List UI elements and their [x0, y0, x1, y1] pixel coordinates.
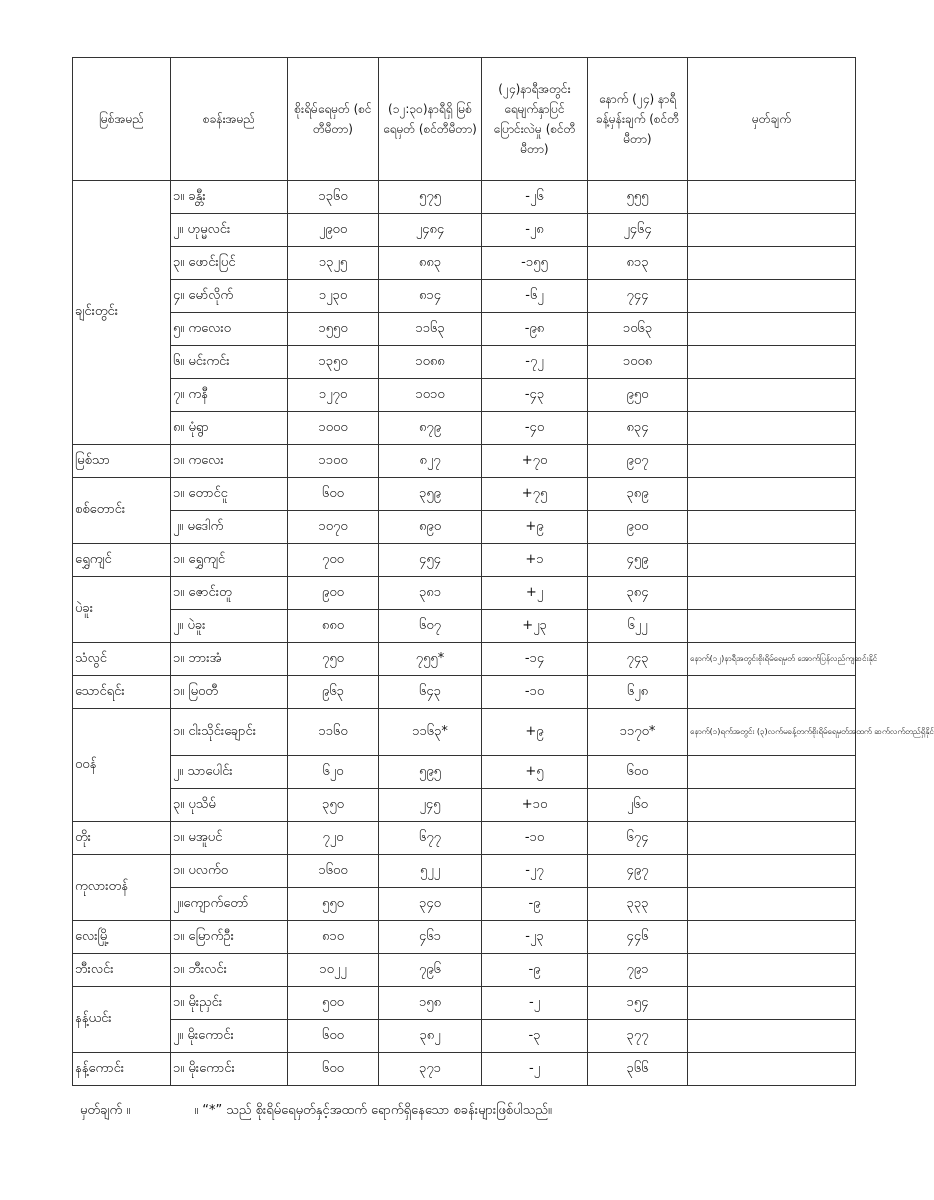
footer-text: ။ “*” သည် စိုးရိမ်ရေမှတ်နှင့်အထက် ရောက်ရှိနေသော စခန်းများဖြစ်ပါသည်။: [194, 1103, 552, 1118]
station-name: ၂။ မဒေါက်: [171, 511, 288, 544]
river-name: သံလွင်: [73, 643, 171, 676]
header-river: မြစ်အမည်: [73, 58, 171, 181]
table-row: [73, 676, 856, 709]
danger-level: ၆၀၀: [288, 1020, 379, 1053]
station-name: ၁။ မြောက်ဦး: [171, 921, 288, 954]
danger-level: ၂၉၀၀: [288, 214, 379, 247]
level-change: -၁၄: [482, 643, 588, 676]
table-row: [73, 643, 856, 676]
river-name: ရွှေကျင်: [73, 544, 171, 577]
forecast-level: ၂၆၀: [588, 789, 688, 822]
danger-level: ၇၅၀: [288, 643, 379, 676]
table-row: [73, 855, 856, 888]
level-change: -၂: [482, 987, 588, 1020]
river-level-table: [72, 57, 934, 1086]
danger-level: ၁၂၃၀: [288, 280, 379, 313]
current-level: ၈၈၃: [379, 247, 482, 280]
river-name: ဝဝန်: [73, 709, 171, 822]
header-station: စခန်းအမည်: [171, 58, 288, 181]
table-row: [73, 247, 856, 280]
level-change: -၉: [482, 888, 588, 921]
current-level: ၁၁၆၃*: [379, 709, 482, 756]
remark: [688, 511, 856, 544]
table-row: [73, 756, 856, 789]
forecast-level: ၉၅၀: [588, 379, 688, 412]
level-change: +၂: [482, 577, 588, 610]
station-name: ၅။ ကလေးဝ: [171, 313, 288, 346]
table-row: [73, 987, 856, 1020]
table-row: [73, 280, 856, 313]
danger-level: ၉၆၃: [288, 676, 379, 709]
forecast-level: ၆၀၀: [588, 756, 688, 789]
current-level: ၆၄၃: [379, 676, 482, 709]
current-level: ၆၇၇: [379, 822, 482, 855]
danger-level: ၆၂၀: [288, 756, 379, 789]
current-level: ၅၇၅: [379, 181, 482, 214]
table-row: [73, 789, 856, 822]
river-name: ပဲခူး: [73, 577, 171, 643]
table-body: [73, 181, 934, 1086]
current-level: ၈၇၉: [379, 412, 482, 445]
remark: [688, 610, 856, 643]
level-change: -၁၀: [482, 822, 588, 855]
station-name: ၂။ သာပေါင်း: [171, 756, 288, 789]
remark: [688, 412, 856, 445]
station-name: ၂။ ဟုမ္မလင်း: [171, 214, 288, 247]
table-row: [73, 1053, 856, 1086]
table-row: [73, 954, 856, 987]
remark: [688, 247, 856, 280]
station-name: ၆။ မင်းကင်း: [171, 346, 288, 379]
river-name: စစ်တောင်း: [73, 478, 171, 544]
level-change: -၂၆: [482, 181, 588, 214]
remark: နောက်(၁)ရက်အတွင်း (၃)လက်မခန့်တက်စိုးရိမ်ရေမှတ်အထက် ဆက်လက်တည်ရှိနိုင်: [688, 709, 856, 756]
river-name: သောင်ရင်း: [73, 676, 171, 709]
forecast-level: ၂၄၆၄: [588, 214, 688, 247]
current-level: ၂၄၈၄: [379, 214, 482, 247]
table-row: [73, 888, 856, 921]
level-change: +၉: [482, 511, 588, 544]
danger-level: ၁၀၀၀: [288, 412, 379, 445]
forecast-level: ၉၀၇: [588, 445, 688, 478]
header-forecast: နောက် (၂၄) နာရီ ခန့်မှန်းချက် (စင်တီမီတာ): [588, 58, 688, 181]
danger-level: ၁၃၅၀: [288, 346, 379, 379]
remark: [688, 1053, 856, 1086]
danger-level: ၉၀၀: [288, 577, 379, 610]
remark: [688, 577, 856, 610]
forecast-level: ၅၅၅: [588, 181, 688, 214]
river-name: မြစ်သာ: [73, 445, 171, 478]
level-change: -၉၈: [482, 313, 588, 346]
remark: [688, 181, 856, 214]
current-level: ၃၄၀: [379, 888, 482, 921]
remark: [688, 445, 856, 478]
forecast-level: ၁၅၄: [588, 987, 688, 1020]
remark: [688, 478, 856, 511]
current-level: ၃၈၁: [379, 577, 482, 610]
forecast-level: ၆၂၈: [588, 676, 688, 709]
remark: [688, 313, 856, 346]
current-level: ၁၀၁၀: [379, 379, 482, 412]
table-row: [73, 379, 856, 412]
level-change: -၆၂: [482, 280, 588, 313]
level-change: -၁၀: [482, 676, 588, 709]
river-name: နန့်ယင်း: [73, 987, 171, 1053]
table-row: [73, 921, 856, 954]
remark: [688, 822, 856, 855]
table-row: [73, 544, 856, 577]
station-name: ၁။ ဘီးလင်း: [171, 954, 288, 987]
current-level: ၃၅၉: [379, 478, 482, 511]
danger-level: ၁၀၇၀: [288, 511, 379, 544]
river-name: လေးမြို့: [73, 921, 171, 954]
table-row: [73, 1020, 856, 1053]
remark: [688, 888, 856, 921]
current-level: ၂၄၅: [379, 789, 482, 822]
danger-level: ၆၀၀: [288, 478, 379, 511]
current-level: ၁၀၈၈: [379, 346, 482, 379]
header-row: [73, 58, 856, 181]
table-row: [73, 511, 856, 544]
remark: [688, 987, 856, 1020]
danger-level: ၁၀၂၂: [288, 954, 379, 987]
header-change: (၂၄)နာရီအတွင်း ရေမျက်နှာပြင် ပြောင်းလဲမှု (စင်တီမီတာ): [482, 58, 588, 181]
forecast-level: ၁၁၇၀*: [588, 709, 688, 756]
forecast-level: ၃၈၄: [588, 577, 688, 610]
remark: [688, 756, 856, 789]
forecast-level: ၈၁၃: [588, 247, 688, 280]
danger-level: ၁၁၀၀: [288, 445, 379, 478]
station-name: ၁။ မိုးကောင်း: [171, 1053, 288, 1086]
level-change: +၂၃: [482, 610, 588, 643]
current-level: ၃၈၂: [379, 1020, 482, 1053]
river-name: ချင်းတွင်း: [73, 181, 171, 445]
station-name: ၂။ မိုးကောင်း: [171, 1020, 288, 1053]
level-change: +၁: [482, 544, 588, 577]
remark: [688, 280, 856, 313]
level-change: +၅: [482, 756, 588, 789]
danger-level: ၇၀၀: [288, 544, 379, 577]
header-danger-level: စိုးရိမ်ရေမှတ် (စင်တီမီတာ): [288, 58, 379, 181]
level-change: -၂၃: [482, 921, 588, 954]
remark: [688, 855, 856, 888]
forecast-level: ၃၃၃: [588, 888, 688, 921]
river-name: ကုလားတန်: [73, 855, 171, 921]
current-level: ၁၁၆၃: [379, 313, 482, 346]
station-name: ၄။ မော်လိုက်: [171, 280, 288, 313]
remark: [688, 1020, 856, 1053]
forecast-level: ၃၆၆: [588, 1053, 688, 1086]
remark: [688, 921, 856, 954]
current-level: ၁၅၈: [379, 987, 482, 1020]
table-row: [73, 181, 856, 214]
current-level: ၇၉၆: [379, 954, 482, 987]
table-row: [73, 412, 856, 445]
river-name: ဘီးလင်း: [73, 954, 171, 987]
level-change: -၄၀: [482, 412, 588, 445]
danger-level: ၈၁၀: [288, 921, 379, 954]
table-row: [73, 214, 856, 247]
station-name: ၂။ ပဲခူး: [171, 610, 288, 643]
station-name: ၁။ ဘားအံ: [171, 643, 288, 676]
station-name: ၁။ ဇောင်းတူ: [171, 577, 288, 610]
station-name: ၁။ ငါးသိုင်းချောင်း: [171, 709, 288, 756]
forecast-level: ၆၂၂: [588, 610, 688, 643]
forecast-level: ၈၃၄: [588, 412, 688, 445]
danger-level: ၁၃၂၅: [288, 247, 379, 280]
river-name: နန့်ကောင်း: [73, 1053, 171, 1086]
current-level: ၄၅၄: [379, 544, 482, 577]
station-name: ၁။ ရွှေကျင်: [171, 544, 288, 577]
danger-level: ၈၈၀: [288, 610, 379, 643]
current-level: ၈၂၇: [379, 445, 482, 478]
table-row: [73, 478, 856, 511]
level-change: -၂၇: [482, 855, 588, 888]
current-level: ၃၇၁: [379, 1053, 482, 1086]
station-name: ၇။ ကနီ: [171, 379, 288, 412]
forecast-level: ၄၉၇: [588, 855, 688, 888]
forecast-level: ၇၉၁: [588, 954, 688, 987]
current-level: ၈၁၄: [379, 280, 482, 313]
station-name: ၁။ ပလက်ဝ: [171, 855, 288, 888]
level-change: -၃: [482, 1020, 588, 1053]
forecast-level: ၄၅၉: [588, 544, 688, 577]
level-change: -၁၅၅: [482, 247, 588, 280]
danger-level: ၁၆၀၀: [288, 855, 379, 888]
remark: [688, 214, 856, 247]
station-name: ၁။ ကလေး: [171, 445, 288, 478]
current-level: ၅၂၂: [379, 855, 482, 888]
danger-level: ၁၂၇၀: [288, 379, 379, 412]
footer-note: [80, 1102, 552, 1121]
level-change: +၇၅: [482, 478, 588, 511]
remark: [688, 954, 856, 987]
remark: [688, 346, 856, 379]
station-name: ၃။ ပုသိမ်: [171, 789, 288, 822]
forecast-level: ၁၀၀၈: [588, 346, 688, 379]
danger-level: ၅၅၀: [288, 888, 379, 921]
station-name: ၁။ တောင်ငူ: [171, 478, 288, 511]
current-level: ၅၉၅: [379, 756, 482, 789]
danger-level: ၅၀၀: [288, 987, 379, 1020]
level-change: +၇၀: [482, 445, 588, 478]
level-change: -၇၂: [482, 346, 588, 379]
remark: [688, 676, 856, 709]
danger-level: ၇၂၀: [288, 822, 379, 855]
level-change: -၂: [482, 1053, 588, 1086]
table-row: [73, 445, 856, 478]
table-row: [73, 709, 856, 756]
station-name: ၁။ မြဝတီ: [171, 676, 288, 709]
current-level: ၄၆၁: [379, 921, 482, 954]
station-name: ၃။ ဖောင်းပြင်: [171, 247, 288, 280]
table-row: [73, 346, 856, 379]
forecast-level: ၃၈၉: [588, 478, 688, 511]
level-change: +၁၀: [482, 789, 588, 822]
forecast-level: ၇၄၄: [588, 280, 688, 313]
forecast-level: ၃၇၇: [588, 1020, 688, 1053]
level-change: +၉: [482, 709, 588, 756]
remark: [688, 789, 856, 822]
station-name: ၁။ မိုးညှင်း: [171, 987, 288, 1020]
forecast-level: ၇၄၃: [588, 643, 688, 676]
danger-level: ၆၀၀: [288, 1053, 379, 1086]
station-name: ၂။ကျောက်တော်: [171, 888, 288, 921]
forecast-level: ၆၇၄: [588, 822, 688, 855]
table-row: [73, 822, 856, 855]
current-level: ၈၉၀: [379, 511, 482, 544]
level-change: -၉: [482, 954, 588, 987]
footer-label: မှတ်ချက် ။: [80, 1103, 131, 1118]
remark: [688, 379, 856, 412]
level-change: -၄၃: [482, 379, 588, 412]
station-name: ၁။ ခန္တီး: [171, 181, 288, 214]
table-row: [73, 610, 856, 643]
remark: နောက်(၁၂)နာရီအတွင်းစိုးရိမ်ရေမှတ် အောက်ပြန်လည်ကျဆင်းနိုင်: [688, 643, 856, 676]
station-name: ၁။ မအူပင်: [171, 822, 288, 855]
current-level: ၆၀၇: [379, 610, 482, 643]
station-name: ၈။ မုံရွာ: [171, 412, 288, 445]
danger-level: ၁၁၆၀: [288, 709, 379, 756]
table-row: [73, 577, 856, 610]
forecast-level: ၄၄၆: [588, 921, 688, 954]
table-row: [73, 313, 856, 346]
header-current-level: (၁၂:၃၀)နာရီရှိ မြစ်ရေမှတ် (စင်တီမီတာ): [379, 58, 482, 181]
current-level: ၇၅၅*: [379, 643, 482, 676]
remark: [688, 544, 856, 577]
forecast-level: ၉၀၀: [588, 511, 688, 544]
danger-level: ၃၅၀: [288, 789, 379, 822]
river-name: တိုး: [73, 822, 171, 855]
danger-level: ၁၅၅၀: [288, 313, 379, 346]
forecast-level: ၁၀၆၃: [588, 313, 688, 346]
level-change: -၂၈: [482, 214, 588, 247]
header-remarks: မှတ်ချက်: [688, 58, 856, 181]
danger-level: ၁၃၆၀: [288, 181, 379, 214]
